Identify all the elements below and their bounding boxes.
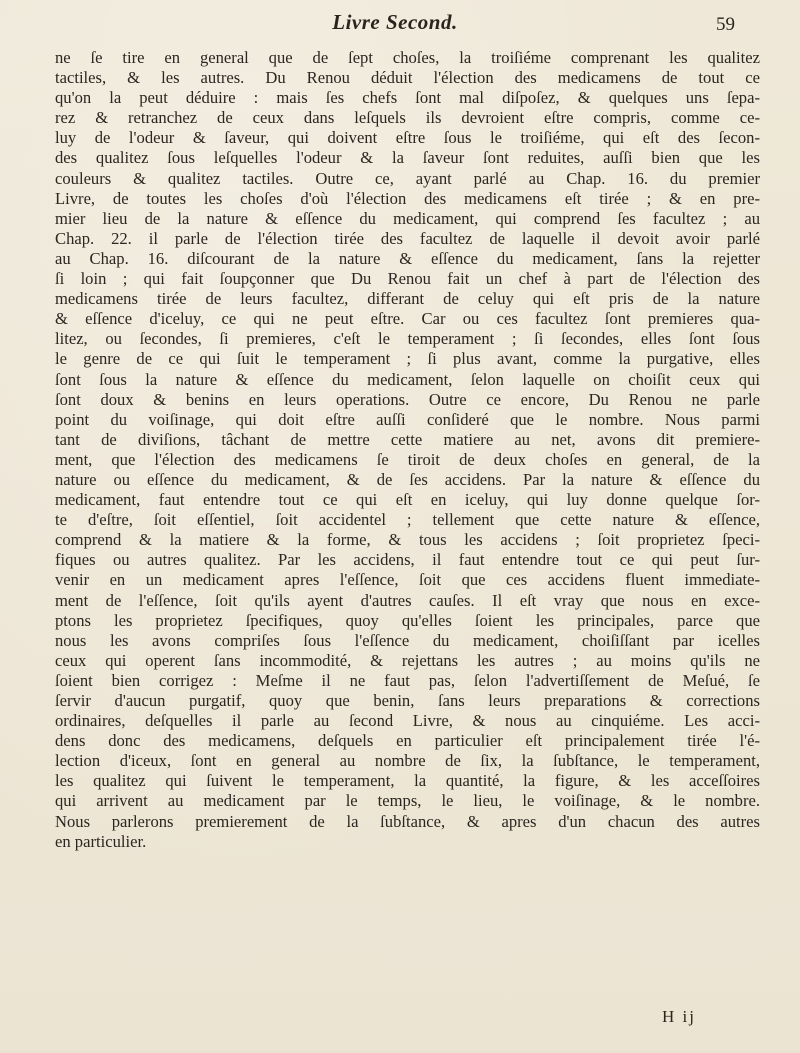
text-line: qui arrivent au medicament par le temps, le lieu, le voiſinage, & le nombre. [55, 791, 760, 811]
text-line: venir en un medicament apres l'eſſence, ſoit que ces accidens fluent immediate- [55, 570, 760, 590]
text-line: ment de l'eſſence, ſoit qu'ils ayent d'autres cauſes. Il eſt vray que nous en exce- [55, 590, 760, 610]
text-line: te d'eſtre, ſoit eſſentiel, ſoit accidentel ; tellement que cette nature & eſſence, [55, 510, 760, 530]
body-text [55, 48, 760, 852]
text-line: rez & retranchez de ceux dans leſquels ils devroient eſtre compris, comme ce- [55, 108, 760, 128]
text-line: dens donc des medicamens, deſquels en particulier eſt principalement tirée l'é- [55, 731, 760, 751]
text-line: ſoient bien corrigez : Meſme il ne faut pas, ſelon l'advertiſſement de Meſué, ſe [55, 670, 760, 690]
text-line: qu'on la peut déduire : mais ſes chefs ſont mal diſpoſez, & quelques uns ſepa- [55, 88, 760, 108]
text-line: ceux qui operent ſans incommodité, & rejettans les autres ; au moins qu'ils ne [55, 650, 760, 670]
text-line: tactiles, & les autres. Du Renou déduit l'élection des medicamens de tout ce [55, 68, 760, 88]
text-line: mier lieu de la nature & eſſence du medicament, qui comprend ſes facultez ; au [55, 208, 760, 228]
text-line: Chap. 22. il parle de l'élection tirée des facultez de laquelle il devoit avoir parlé [55, 228, 760, 248]
text-line: ſervir d'aucun purgatif, quoy que benin, ſans leurs preparations & corrections [55, 691, 760, 710]
text-line: au Chap. 16. diſcourant de la nature & eſſence du medicament, ſans la rejetter [55, 248, 760, 268]
page-number: 59 [716, 14, 735, 35]
text-line: comprend & la matiere & la forme, & tous les accidens ; ſoit proprietez ſpeci- [55, 530, 760, 550]
text-line: medicament, faut entendre tout ce qui eſt en iceluy, qui luy donne quelque ſor- [55, 490, 760, 510]
text-line: Livre, de toutes les choſes d'où l'élection des medicamens eſt tirée ; & en pre- [55, 188, 760, 208]
text-line: Nous parlerons premierement de la ſubſtance, & apres d'un chacun des autres [55, 811, 760, 831]
text-line: ment, que l'élection des medicamens ſe tiroit de deux choſes en general, de la [55, 449, 760, 469]
text-line: les qualitez qui ſuivent le temperament, la quantité, la figure, & les acceſſoires [55, 771, 760, 791]
text-line: nature ou eſſence du medicament, & de ſes accidens. Par la nature & eſſence du [55, 469, 760, 489]
text-line: luy de l'odeur & ſaveur, qui doivent eſtre ſous le troiſiéme, qui eſt des ſecon- [55, 128, 760, 148]
text-line: point du voiſinage, qui doit eſtre auſſi conſideré que le nombre. Nous parmi [55, 409, 760, 429]
text-line: ne ſe tire en general que de ſept choſes, la troiſiéme comprenant les qualitez [55, 48, 760, 67]
text-line: ſont doux & benins en leurs operations. Outre ce encore, Du Renou ne parle [55, 389, 760, 409]
text-line: le genre de ce qui ſuit le temperament ; ſi plus avant, comme la purgative, elles [55, 349, 760, 369]
text-line: ſi loin ; qui fait ſoupçonner que Du Renou fait un chef à part de l'élection des [55, 269, 760, 289]
text-line: lection d'iceux, ſont en general au nombre de ſix, la ſubſtance, le temperament, [55, 751, 760, 771]
text-line: fiques ou autres qualitez. Par les accidens, il faut entendre tout ce qui peut ſur- [55, 550, 760, 570]
running-head [55, 10, 735, 40]
running-title: Livre Second. [332, 10, 458, 34]
signature-mark: H ij [662, 1007, 696, 1026]
text-line: tant de diviſions, tâchant de mettre cette matiere au net, avons dit premiere- [55, 429, 760, 449]
text-line: medicamens tirée de leurs facultez, differant de celuy qui eſt pris de la nature [55, 289, 760, 309]
text-line: des qualitez ſous leſquelles l'odeur & la ſaveur ſont reduites, auſſi bien que les [55, 148, 760, 168]
text-line-last: en particulier. [55, 831, 147, 851]
text-line: ptons les proprietez ſpecifiques, quoy qu'elles ſoient les principales, parce que [55, 610, 760, 630]
text-line: couleurs & qualitez tactiles. Outre ce, ayant parlé au Chap. 16. du premier [55, 168, 760, 188]
text-line: nous les avons compriſes ſous l'eſſence du medicament, choiſiſſant par icelles [55, 630, 760, 650]
text-line: litez, ou ſecondes, ſi premieres, c'eſt le temperament ; ſi ſecondes, elles ſont ſous [55, 329, 760, 349]
text-line: ordinaires, deſquelles il parle au ſecond Livre, & nous au cinquiéme. Les acci- [55, 711, 760, 731]
text-line: ſont ſous la nature & eſſence du medicament, ſelon laquelle on choiſit ceux qui [55, 369, 760, 389]
text-line: & eſſence d'iceluy, ce qui ne peut eſtre. Car ou ces facultez ſont premieres qua- [55, 309, 760, 329]
